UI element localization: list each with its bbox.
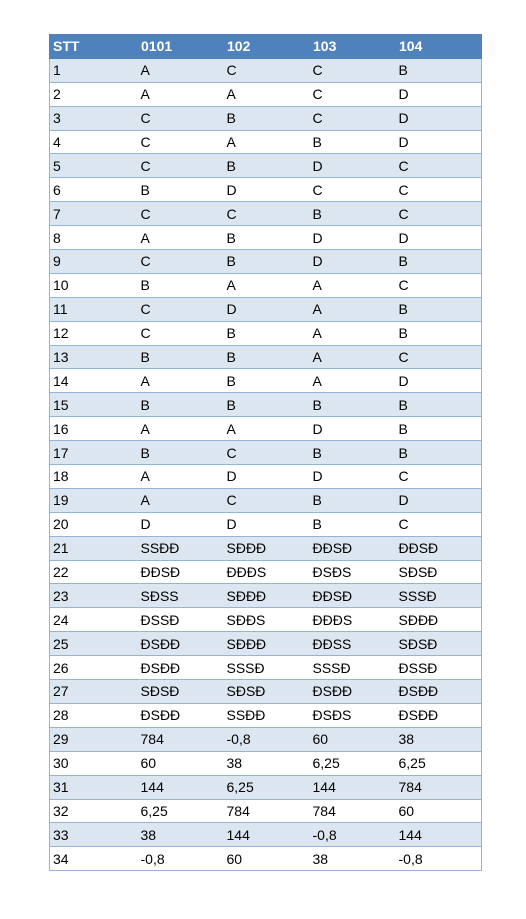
stt-cell: 8 bbox=[50, 226, 138, 250]
code-0101-cell: C bbox=[138, 250, 224, 274]
code-103-cell: C bbox=[310, 82, 396, 106]
stt-cell: 11 bbox=[50, 297, 138, 321]
code-0101-cell: SSĐĐ bbox=[138, 536, 224, 560]
code-102-cell: SĐĐS bbox=[224, 608, 310, 632]
code-0101-cell: D bbox=[138, 512, 224, 536]
code-104-cell: C bbox=[396, 178, 482, 202]
table-row bbox=[50, 250, 482, 274]
code-102-cell: A bbox=[224, 417, 310, 441]
code-0101-cell: A bbox=[138, 82, 224, 106]
code-0101-cell: 144 bbox=[138, 775, 224, 799]
table-row bbox=[50, 226, 482, 250]
code-104-cell: D bbox=[396, 82, 482, 106]
code-104-cell: D bbox=[396, 226, 482, 250]
stt-cell: 20 bbox=[50, 512, 138, 536]
stt-cell: 6 bbox=[50, 178, 138, 202]
code-103-cell: ĐĐSS bbox=[310, 632, 396, 656]
code-104-cell: C bbox=[396, 154, 482, 178]
code-0101-cell: C bbox=[138, 130, 224, 154]
code-104-cell: C bbox=[396, 202, 482, 226]
code-103-cell: C bbox=[310, 178, 396, 202]
code-104-cell: C bbox=[396, 345, 482, 369]
code-102-cell: B bbox=[224, 250, 310, 274]
code-104-cell: C bbox=[396, 465, 482, 489]
code-103-cell: 38 bbox=[310, 847, 396, 871]
stt-cell: 30 bbox=[50, 751, 138, 775]
stt-cell: 15 bbox=[50, 393, 138, 417]
code-104-cell: D bbox=[396, 488, 482, 512]
code-0101-cell: ĐSĐĐ bbox=[138, 656, 224, 680]
code-104-cell: SĐSĐ bbox=[396, 560, 482, 584]
code-0101-cell: SĐSĐ bbox=[138, 680, 224, 704]
code-0101-cell: 38 bbox=[138, 823, 224, 847]
stt-cell: 7 bbox=[50, 202, 138, 226]
code-103-cell: B bbox=[310, 202, 396, 226]
code-103-cell: -0,8 bbox=[310, 823, 396, 847]
table-header bbox=[50, 35, 482, 59]
header-stt: STT bbox=[50, 35, 138, 59]
code-103-cell: A bbox=[310, 297, 396, 321]
code-102-cell: D bbox=[224, 512, 310, 536]
stt-cell: 22 bbox=[50, 560, 138, 584]
code-0101-cell: ĐSSĐ bbox=[138, 608, 224, 632]
code-102-cell: D bbox=[224, 465, 310, 489]
code-102-cell: 6,25 bbox=[224, 775, 310, 799]
code-0101-cell: B bbox=[138, 441, 224, 465]
code-102-cell: B bbox=[224, 393, 310, 417]
code-104-cell: SSSĐ bbox=[396, 584, 482, 608]
stt-cell: 4 bbox=[50, 130, 138, 154]
code-0101-cell: ĐĐSĐ bbox=[138, 560, 224, 584]
code-102-cell: SSSĐ bbox=[224, 656, 310, 680]
header-code-0101: 0101 bbox=[138, 35, 224, 59]
code-103-cell: ĐSĐS bbox=[310, 703, 396, 727]
stt-cell: 21 bbox=[50, 536, 138, 560]
table-row bbox=[50, 560, 482, 584]
code-104-cell: 144 bbox=[396, 823, 482, 847]
code-103-cell: ĐĐSĐ bbox=[310, 536, 396, 560]
code-103-cell: D bbox=[310, 154, 396, 178]
code-102-cell: B bbox=[224, 106, 310, 130]
code-104-cell: 60 bbox=[396, 799, 482, 823]
code-102-cell: C bbox=[224, 441, 310, 465]
table-row bbox=[50, 178, 482, 202]
table-row bbox=[50, 823, 482, 847]
table-row bbox=[50, 130, 482, 154]
table-row bbox=[50, 775, 482, 799]
table-row bbox=[50, 393, 482, 417]
header-code-102: 102 bbox=[224, 35, 310, 59]
code-0101-cell: C bbox=[138, 106, 224, 130]
table-row bbox=[50, 82, 482, 106]
table-row bbox=[50, 297, 482, 321]
code-102-cell: SĐĐĐ bbox=[224, 584, 310, 608]
code-102-cell: 784 bbox=[224, 799, 310, 823]
code-102-cell: C bbox=[224, 58, 310, 82]
table-row bbox=[50, 536, 482, 560]
code-0101-cell: A bbox=[138, 369, 224, 393]
table-row bbox=[50, 608, 482, 632]
code-102-cell: ĐĐĐS bbox=[224, 560, 310, 584]
table-body bbox=[50, 58, 482, 870]
stt-cell: 17 bbox=[50, 441, 138, 465]
table-row bbox=[50, 751, 482, 775]
code-103-cell: C bbox=[310, 106, 396, 130]
code-0101-cell: A bbox=[138, 465, 224, 489]
code-102-cell: A bbox=[224, 273, 310, 297]
stt-cell: 29 bbox=[50, 727, 138, 751]
code-0101-cell: SĐSS bbox=[138, 584, 224, 608]
code-104-cell: B bbox=[396, 441, 482, 465]
table-row bbox=[50, 58, 482, 82]
code-102-cell: C bbox=[224, 202, 310, 226]
stt-cell: 16 bbox=[50, 417, 138, 441]
table-row bbox=[50, 703, 482, 727]
code-103-cell: 784 bbox=[310, 799, 396, 823]
code-104-cell: 38 bbox=[396, 727, 482, 751]
code-104-cell: D bbox=[396, 130, 482, 154]
code-102-cell: A bbox=[224, 82, 310, 106]
code-102-cell: 144 bbox=[224, 823, 310, 847]
stt-cell: 25 bbox=[50, 632, 138, 656]
code-0101-cell: C bbox=[138, 321, 224, 345]
code-0101-cell: ĐSĐĐ bbox=[138, 632, 224, 656]
stt-cell: 2 bbox=[50, 82, 138, 106]
table-row bbox=[50, 106, 482, 130]
code-102-cell: SĐSĐ bbox=[224, 680, 310, 704]
code-104-cell: ĐSĐĐ bbox=[396, 680, 482, 704]
code-102-cell: D bbox=[224, 178, 310, 202]
table-row bbox=[50, 154, 482, 178]
answer-sheet bbox=[49, 34, 481, 871]
code-0101-cell: C bbox=[138, 297, 224, 321]
table-row bbox=[50, 727, 482, 751]
code-0101-cell: B bbox=[138, 273, 224, 297]
code-0101-cell: ĐSĐĐ bbox=[138, 703, 224, 727]
stt-cell: 34 bbox=[50, 847, 138, 871]
code-0101-cell: A bbox=[138, 226, 224, 250]
code-102-cell: B bbox=[224, 345, 310, 369]
code-0101-cell: 6,25 bbox=[138, 799, 224, 823]
code-104-cell: B bbox=[396, 417, 482, 441]
stt-cell: 9 bbox=[50, 250, 138, 274]
code-102-cell: SSĐĐ bbox=[224, 703, 310, 727]
table-row bbox=[50, 799, 482, 823]
code-102-cell: C bbox=[224, 488, 310, 512]
code-0101-cell: B bbox=[138, 345, 224, 369]
code-0101-cell: 784 bbox=[138, 727, 224, 751]
code-102-cell: 38 bbox=[224, 751, 310, 775]
code-103-cell: 60 bbox=[310, 727, 396, 751]
code-0101-cell: A bbox=[138, 58, 224, 82]
table-row bbox=[50, 847, 482, 871]
code-102-cell: D bbox=[224, 297, 310, 321]
code-103-cell: ĐSĐĐ bbox=[310, 680, 396, 704]
code-104-cell: SĐĐĐ bbox=[396, 608, 482, 632]
code-103-cell: D bbox=[310, 226, 396, 250]
code-104-cell: 6,25 bbox=[396, 751, 482, 775]
code-103-cell: D bbox=[310, 465, 396, 489]
code-102-cell: SĐĐĐ bbox=[224, 632, 310, 656]
stt-cell: 31 bbox=[50, 775, 138, 799]
stt-cell: 27 bbox=[50, 680, 138, 704]
code-0101-cell: -0,8 bbox=[138, 847, 224, 871]
code-102-cell: B bbox=[224, 154, 310, 178]
code-104-cell: ĐĐSĐ bbox=[396, 536, 482, 560]
stt-cell: 12 bbox=[50, 321, 138, 345]
code-104-cell: ĐSĐĐ bbox=[396, 703, 482, 727]
code-104-cell: 784 bbox=[396, 775, 482, 799]
code-104-cell: C bbox=[396, 512, 482, 536]
code-103-cell: A bbox=[310, 321, 396, 345]
table-row bbox=[50, 488, 482, 512]
code-103-cell: B bbox=[310, 130, 396, 154]
code-102-cell: -0,8 bbox=[224, 727, 310, 751]
code-103-cell: B bbox=[310, 441, 396, 465]
code-104-cell: C bbox=[396, 273, 482, 297]
table-row bbox=[50, 202, 482, 226]
stt-cell: 28 bbox=[50, 703, 138, 727]
stt-cell: 26 bbox=[50, 656, 138, 680]
table-row bbox=[50, 680, 482, 704]
code-102-cell: B bbox=[224, 369, 310, 393]
stt-cell: 33 bbox=[50, 823, 138, 847]
code-103-cell: A bbox=[310, 273, 396, 297]
code-102-cell: B bbox=[224, 226, 310, 250]
code-103-cell: D bbox=[310, 250, 396, 274]
code-104-cell: SĐSĐ bbox=[396, 632, 482, 656]
code-0101-cell: A bbox=[138, 417, 224, 441]
table-row bbox=[50, 512, 482, 536]
code-103-cell: 144 bbox=[310, 775, 396, 799]
code-102-cell: SĐĐĐ bbox=[224, 536, 310, 560]
code-103-cell: ĐĐSĐ bbox=[310, 584, 396, 608]
code-103-cell: B bbox=[310, 393, 396, 417]
stt-cell: 14 bbox=[50, 369, 138, 393]
code-102-cell: B bbox=[224, 321, 310, 345]
code-103-cell: B bbox=[310, 488, 396, 512]
answer-key-table bbox=[49, 34, 482, 871]
table-row bbox=[50, 321, 482, 345]
code-103-cell: ĐĐĐS bbox=[310, 608, 396, 632]
stt-cell: 5 bbox=[50, 154, 138, 178]
code-103-cell: SSSĐ bbox=[310, 656, 396, 680]
stt-cell: 18 bbox=[50, 465, 138, 489]
stt-cell: 24 bbox=[50, 608, 138, 632]
code-104-cell: D bbox=[396, 369, 482, 393]
stt-cell: 19 bbox=[50, 488, 138, 512]
code-103-cell: C bbox=[310, 58, 396, 82]
table-row bbox=[50, 417, 482, 441]
table-row bbox=[50, 273, 482, 297]
table-row bbox=[50, 441, 482, 465]
stt-cell: 23 bbox=[50, 584, 138, 608]
code-0101-cell: A bbox=[138, 488, 224, 512]
header-code-103: 103 bbox=[310, 35, 396, 59]
code-0101-cell: 60 bbox=[138, 751, 224, 775]
code-103-cell: A bbox=[310, 369, 396, 393]
table-row bbox=[50, 656, 482, 680]
stt-cell: 10 bbox=[50, 273, 138, 297]
table-row bbox=[50, 369, 482, 393]
code-103-cell: ĐSĐS bbox=[310, 560, 396, 584]
stt-cell: 13 bbox=[50, 345, 138, 369]
code-103-cell: B bbox=[310, 512, 396, 536]
code-104-cell: B bbox=[396, 250, 482, 274]
code-102-cell: A bbox=[224, 130, 310, 154]
code-0101-cell: B bbox=[138, 178, 224, 202]
table-row bbox=[50, 632, 482, 656]
code-104-cell: B bbox=[396, 297, 482, 321]
table-row bbox=[50, 345, 482, 369]
stt-cell: 1 bbox=[50, 58, 138, 82]
code-103-cell: D bbox=[310, 417, 396, 441]
stt-cell: 3 bbox=[50, 106, 138, 130]
code-104-cell: B bbox=[396, 321, 482, 345]
code-104-cell: -0,8 bbox=[396, 847, 482, 871]
code-0101-cell: C bbox=[138, 202, 224, 226]
code-103-cell: A bbox=[310, 345, 396, 369]
code-0101-cell: C bbox=[138, 154, 224, 178]
header-code-104: 104 bbox=[396, 35, 482, 59]
header-row bbox=[50, 35, 482, 59]
code-104-cell: ĐSSĐ bbox=[396, 656, 482, 680]
table-row bbox=[50, 584, 482, 608]
code-0101-cell: B bbox=[138, 393, 224, 417]
code-102-cell: 60 bbox=[224, 847, 310, 871]
code-104-cell: D bbox=[396, 106, 482, 130]
stt-cell: 32 bbox=[50, 799, 138, 823]
code-104-cell: B bbox=[396, 58, 482, 82]
code-103-cell: 6,25 bbox=[310, 751, 396, 775]
code-104-cell: B bbox=[396, 393, 482, 417]
table-row bbox=[50, 465, 482, 489]
